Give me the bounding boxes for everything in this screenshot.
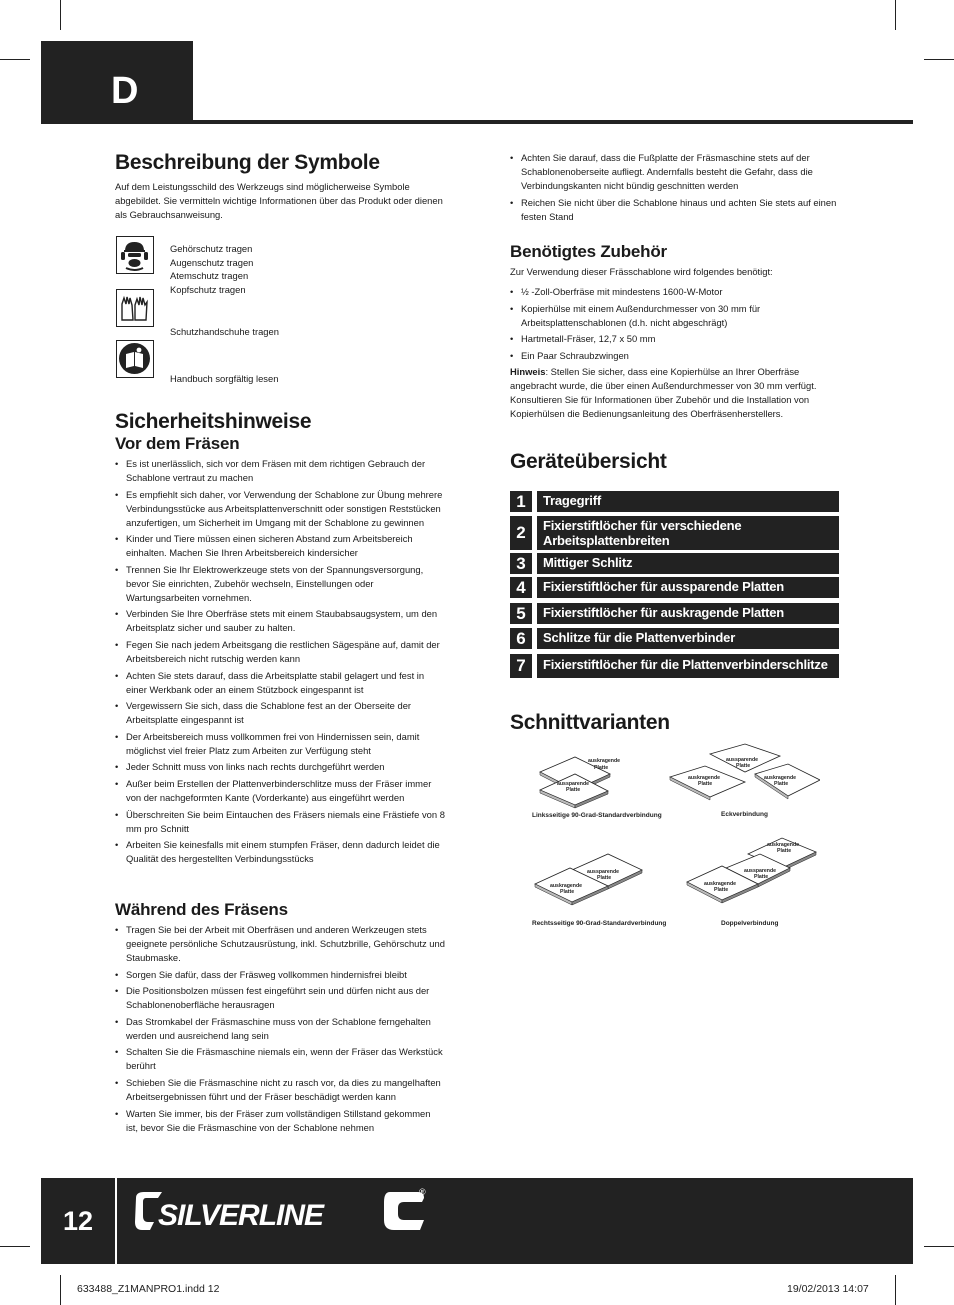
brand-logo <box>132 1186 432 1236</box>
list-item: • Der Arbeitsbereich muss vollkommen frei von Hindernissen sein, damit möglichst viel freier Platz zum Arbeiten zur Verfügung steht <box>115 730 445 758</box>
corner-joint <box>670 744 820 800</box>
crop-mark <box>895 1275 896 1305</box>
double-joint <box>687 838 816 903</box>
symbol-ppe-line: Atemschutz tragen <box>170 270 249 282</box>
overview-title: Geräteübersicht <box>510 450 667 473</box>
overview-row <box>510 516 839 550</box>
overview-row-label: Fixierstiftlöcher für aussparende Platten <box>537 577 839 598</box>
list-item: • Ein Paar Schraubzwingen <box>510 349 838 363</box>
safety-title: Sicherheitshinweise <box>115 410 312 433</box>
before-milling-list <box>115 457 445 869</box>
panel-label: Platte <box>736 763 751 769</box>
panel-label: Platte <box>754 874 769 880</box>
panel-label: auskragende <box>550 883 583 889</box>
overview-row <box>510 553 839 574</box>
panel-label: auskragende <box>688 775 721 781</box>
overview-row-number: 1 <box>510 491 532 512</box>
symbol-gloves-line: Schutzhandschuhe tragen <box>170 326 279 337</box>
left-standard-joint <box>540 757 620 808</box>
panel-label: Platte <box>774 781 789 787</box>
crop-mark <box>60 0 61 30</box>
cut-variants-diagram <box>530 742 820 940</box>
overview-row <box>510 577 839 598</box>
safety-continued-list <box>510 151 838 226</box>
panel-label: Platte <box>714 887 729 893</box>
symbol-ppe-text <box>170 242 253 296</box>
overview-row-number: 3 <box>510 553 532 574</box>
caption-right-standard: Rechtsseitige 90-Grad-Standardverbindung <box>532 920 667 927</box>
crop-mark <box>0 1246 30 1247</box>
list-item: • Sorgen Sie dafür, dass der Fräsweg vollkommen hindernisfrei bleibt <box>115 968 445 982</box>
panel-label: Platte <box>560 889 575 895</box>
hint-text: : Stellen Sie sicher, dass eine Kopierhülse an Ihrer Oberfräse angebracht wurde, die über einen Außendurchmesser von 30 mm verfügt. Konsultieren Sie für Informationen über Zubehör und die Installation von Kopierhülsen die Bedienungsanleitung des Oberfräsenherstellers. <box>510 366 817 419</box>
registered-mark: ® <box>419 1187 426 1197</box>
overview-row-label: Fixierstiftlöcher für verschiedene Arbeitsplattenbreiten <box>537 516 839 550</box>
list-item: • Das Stromkabel der Fräsmaschine muss von der Schablone ferngehalten werden und ausreichend lang sein <box>115 1015 445 1043</box>
overview-row-number: 2 <box>510 516 532 550</box>
cuts-title: Schnittvarianten <box>510 711 670 734</box>
panel-label: Platte <box>566 787 581 793</box>
overview-row-label: Tragegriff <box>537 491 839 512</box>
hint-label: Hinweis <box>510 366 546 377</box>
list-item: • Es ist unerlässlich, sich vor dem Fräsen mit dem richtigen Gebrauch der Schablone vertraut zu machen <box>115 457 445 485</box>
accessories-intro: Zur Verwendung dieser Frässchablone wird folgendes benötigt: <box>510 266 773 277</box>
before-milling-title: Vor dem Fräsen <box>115 434 240 453</box>
page-number: 12 <box>41 1178 117 1264</box>
language-tab-letter: D <box>111 70 139 112</box>
symbol-ppe-line: Kopfschutz tragen <box>170 283 246 295</box>
crop-mark <box>924 59 954 60</box>
list-item: • Fegen Sie nach jedem Arbeitsgang die restlichen Sägespäne auf, damit der Arbeitsbereich nicht rutschig werden kann <box>115 638 445 666</box>
panel-label: auskragende <box>764 775 797 781</box>
list-item: • Überschreiten Sie beim Eintauchen des Fräsers niemals eine Frästiefe von 8 mm pro Schnitt <box>115 808 445 836</box>
list-item: • Vergewissern Sie sich, dass die Schablone fest an der Oberseite der Arbeitsplatte eingespannt ist <box>115 699 445 727</box>
panel-label: aussparende <box>744 868 777 874</box>
symbol-manual-line: Handbuch sorgfältig lesen <box>170 373 279 384</box>
caption-corner: Eckverbindung <box>721 811 768 818</box>
overview-row-number: 7 <box>510 654 532 678</box>
right-standard-joint <box>535 854 642 905</box>
list-item: • Verbinden Sie Ihre Oberfräse stets mit einem Staubabsaugsystem, um den Arbeitsplatz sicher und sauber zu halten. <box>115 607 445 635</box>
during-milling-title: Während des Fräsens <box>115 900 288 919</box>
crop-mark <box>0 59 30 60</box>
list-item: • Tragen Sie bei der Arbeit mit Oberfräsen und anderen Werkzeugen stets geeignete persönliche Schutzausrüstung, inkl. Schutzbrille, Gehörschutz und Staubmaske. <box>115 923 445 965</box>
panel-label: auskragende <box>588 758 621 764</box>
list-item: • Jeder Schnitt muss von links nach rechts durchgeführt werden <box>115 760 445 774</box>
overview-row <box>510 491 839 512</box>
list-item: • Arbeiten Sie keinesfalls mit einem stumpfen Fräser, denn dadurch leidet die Qualität des hergestellten Verbindungsstücks <box>115 838 445 866</box>
list-item: • Achten Sie darauf, dass die Fußplatte der Fräsmaschine stets auf der Schablonenoberseite aufliegt. Andernfalls besteht die Gefahr, dass die Verbindungskanten nicht bündig geschnitten werden <box>510 151 838 193</box>
during-milling-list <box>115 923 445 1137</box>
panel-label: Platte <box>777 848 792 854</box>
panel-label: auskragende <box>704 881 737 887</box>
overview-row <box>510 654 839 678</box>
symbol-ppe-line: Gehörschutz tragen <box>170 243 253 254</box>
panel-label: Platte <box>594 765 609 771</box>
gloves-icon <box>116 289 154 327</box>
list-item: • Schieben Sie die Fräsmaschine nicht zu rasch vor, da dies zu mangelhaften Arbeitsergebnissen führt und der Fräser beschädigt werden kann <box>115 1076 445 1104</box>
accessories-list <box>510 285 838 365</box>
header-rule <box>41 120 913 124</box>
panel-label: aussparende <box>726 757 759 763</box>
caption-left-standard: Linksseitige 90-Grad-Standardverbindung <box>532 812 662 819</box>
panel-label: aussparende <box>557 781 590 787</box>
overview-row-label: Fixierstiftlöcher für auskragende Platten <box>537 603 839 624</box>
list-item: • Die Positionsbolzen müssen fest eingeführt sein und dürfen nicht aus der Schablonenoberfläche herausragen <box>115 984 445 1012</box>
accessories-title: Benötigtes Zubehör <box>510 242 667 261</box>
symbol-ppe-line: Augenschutz tragen <box>170 256 254 268</box>
language-tab <box>41 41 193 124</box>
list-item: • ½ -Zoll-Oberfräse mit mindestens 1600-W-Motor <box>510 285 838 299</box>
panel-label: Platte <box>597 875 612 881</box>
list-item: • Schalten Sie die Fräsmaschine niemals ein, wenn der Fräser das Werkstück berührt <box>115 1045 445 1073</box>
ppe-head-icon <box>116 236 154 274</box>
panel-label: Platte <box>698 781 713 787</box>
overview-row-label: Mittiger Schlitz <box>537 553 839 574</box>
crop-mark <box>60 1275 61 1305</box>
overview-row-number: 5 <box>510 603 532 624</box>
panel-label: auskragende <box>767 842 800 848</box>
list-item: • Hartmetall-Fräser, 12,7 x 50 mm <box>510 332 838 346</box>
symbols-intro: Auf dem Leistungsschild des Werkzeugs sind möglicherweise Symbole abgebildet. Sie vermitteln wichtige Informationen über das Produkt oder dienen als Gebrauchsanweisung. <box>115 181 443 220</box>
brand-wordmark: SILVERLINE <box>158 1199 324 1232</box>
list-item: • Warten Sie immer, bis der Fräser zum vollständigen Stillstand gekommen ist, bevor Sie die Fräsmaschine von der Schablone nehmen <box>115 1107 445 1135</box>
list-item: • Kopierhülse mit einem Außendurchmesser von 30 mm für Arbeitsplattenschablonen (d.h. nicht abgeschrägt) <box>510 302 838 330</box>
accessories-hint <box>510 365 838 421</box>
crop-mark <box>924 1246 954 1247</box>
panel-label: aussparende <box>587 869 620 875</box>
overview-row-number: 6 <box>510 628 532 649</box>
file-slug: 633488_Z1MANPRO1.indd 12 <box>77 1283 220 1295</box>
date-slug: 19/02/2013 14:07 <box>787 1283 869 1295</box>
list-item: • Es empfiehlt sich daher, vor Verwendung der Schablone zur Übung mehrere Verbindungsstücke aus Arbeitsplattenverschnitt oder sonstigen Reststücken anzufertigen, um Sicherheit im Umgang mit der Schablone zu gewinnen <box>115 488 445 530</box>
crop-mark <box>895 0 896 30</box>
manual-icon <box>116 340 154 378</box>
overview-row-number: 4 <box>510 577 532 598</box>
list-item: • Außer beim Erstellen der Plattenverbinderschlitze muss der Fräser immer von der nachgeformten Kante (Vorderkante) aus eingeführt werden <box>115 777 445 805</box>
caption-double: Doppelverbindung <box>721 920 779 927</box>
overview-row-label: Schlitze für die Plattenverbinder <box>537 628 839 649</box>
overview-row <box>510 628 839 649</box>
list-item: • Trennen Sie Ihr Elektrowerkzeuge stets von der Spannungsversorgung, bevor Sie einrichten, Zubehör wechseln, Einstellungen oder Wartungsarbeiten vornehmen. <box>115 563 445 605</box>
list-item: • Reichen Sie nicht über die Schablone hinaus und achten Sie stets auf einen festen Stand <box>510 196 838 224</box>
list-item: • Kinder und Tiere müssen einen sicheren Abstand zum Arbeitsbereich einhalten. Machen Sie Ihren Arbeitsbereich kindersicher <box>115 532 445 560</box>
overview-row-label: Fixierstiftlöcher für die Plattenverbinderschlitze <box>537 654 839 678</box>
overview-row <box>510 603 839 624</box>
list-item: • Achten Sie stets darauf, dass die Arbeitsplatte stabil gelagert und fest in einer Werkbank oder an einem Stützbock eingespannt ist <box>115 669 445 697</box>
symbols-title: Beschreibung der Symbole <box>115 151 380 174</box>
